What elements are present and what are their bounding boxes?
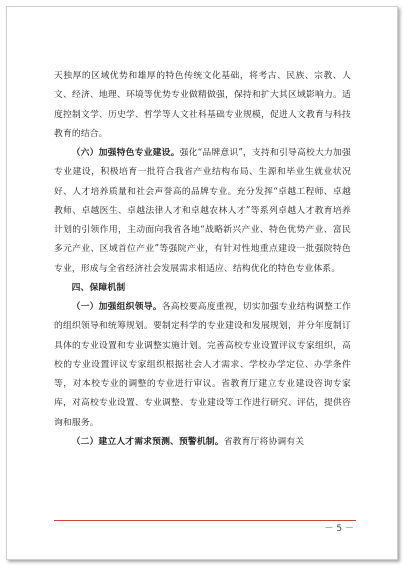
paragraph-lead: （一）加强组织领导。: [71, 302, 162, 312]
paragraph-talent-forecast: [54, 433, 351, 452]
paragraph-text: 省教育厅将协调有关: [223, 436, 305, 447]
paragraph-specialty-construction: [54, 144, 351, 279]
section-heading-guarantee-mechanism: 四、保障机制: [71, 282, 126, 293]
paragraph-lead: （二）建立人才需求预测、预警机制。: [71, 436, 224, 447]
paragraph-lead: （六）加强特色专业建设。: [71, 148, 180, 158]
paragraph-text: 天独厚的区域优势和雄厚的特色传统文化基础，将考古、民族、宗教、人文、经济、地理、环境等优势专业做精做强，保持和扩大其区域影响力。适度控制文学、历史学、哲学等人文社科基础专业规模，促进人文教育与科技教育的结合。: [54, 71, 351, 139]
document-body: [54, 67, 351, 452]
paragraph-text: 各高校要高度重视，切实加强专业结构调整工作的组织领导和统筹规划。要制定科学的专业建设和发展规划，并分年度制订具体的专业设置和专业调整实施计划。完善高校专业设置评议专家组织，高校的专业设置评议专家组织根据社会人才需求、学校办学定位、办学条件等，对本校专业的调整的专业进行审议。省教育厅建立专业建设咨询专家库，对高校专业设置、专业调整、专业建设等工作进行研究、评估，提供咨询和服务。: [54, 302, 351, 428]
paragraph-organizational-leadership: [54, 298, 351, 433]
paragraph-continuation: [54, 67, 351, 144]
footer-rule: [54, 520, 356, 521]
page-number: － 5 －: [324, 524, 354, 534]
paragraph-text: 强化“品牌意识”，支持和引导高校大力加强专业建设，积极培育一批符合我省产业结构布局、生源和毕业生就业状况好、人才培养质量和社会声誉高的品牌专业。充分发挥“卓越工程师、卓越教师、卓越医生、卓越法律人才和卓越农林人才”等系列卓越人才教育培养计划的引领作用，主动面向我省各地“战略新兴产业、特色优势产业、富民多元产业、区域首位产业”等强院产业，有针对性地重点建设一批强院特色专业，形成与全省经济社会发展需求相适应、结构优化的特色专业体系。: [54, 148, 351, 274]
